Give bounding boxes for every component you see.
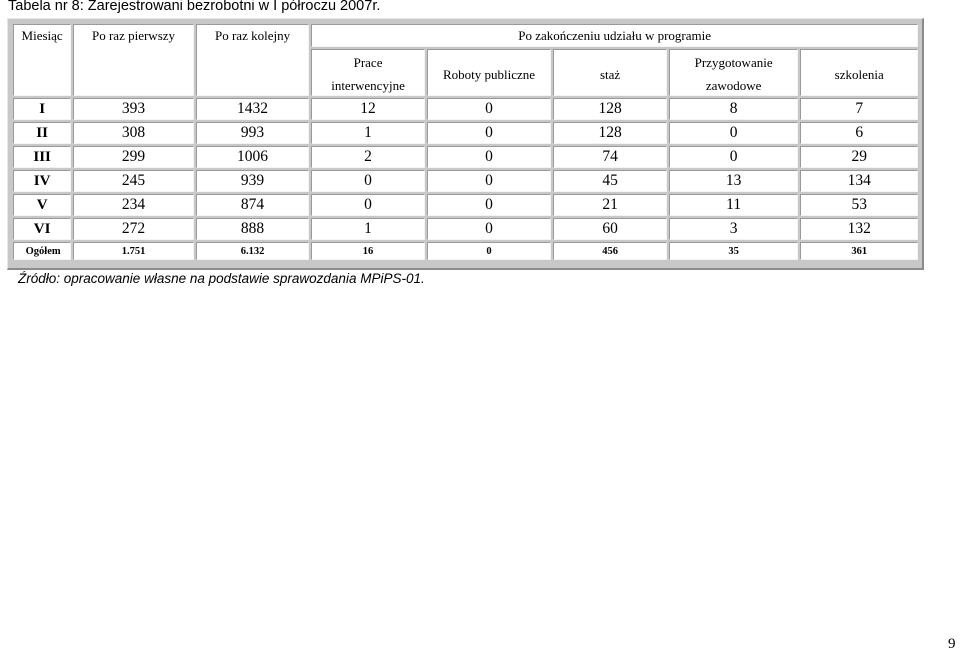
table-row (13, 218, 918, 240)
sub-header-cell (800, 49, 918, 96)
unemployed-table (11, 22, 920, 262)
table-row (13, 194, 918, 216)
table-row (13, 170, 918, 192)
table-row (13, 146, 918, 168)
total-cell: 1.751 (73, 242, 194, 260)
table-cell: 0 (669, 122, 799, 144)
table-row (13, 98, 918, 120)
header-next-time: Po raz kolejny (196, 24, 310, 96)
table-cell: 53 (800, 194, 918, 216)
table-cell: 132 (800, 218, 918, 240)
table-caption: Tabela nr 8: Zarejestrowani bezrobotni w I półroczu 2007r. (8, 0, 381, 14)
table-cell: 0 (669, 146, 799, 168)
table-cell: 272 (73, 218, 194, 240)
table-row (13, 122, 918, 144)
table-cell: 234 (73, 194, 194, 216)
row-label: III (13, 146, 71, 168)
row-label: IV (13, 170, 71, 192)
table-cell: 0 (427, 170, 552, 192)
table-cell: 308 (73, 122, 194, 144)
table-cell: 6 (800, 122, 918, 144)
table-cell: 128 (553, 122, 667, 144)
table-cell: 1 (311, 218, 425, 240)
sub-header-line: szkolenia (834, 66, 884, 82)
header-after-program: Po zakończeniu udziału w programie (311, 24, 918, 47)
table-cell: 0 (427, 122, 552, 144)
table-cell: 7 (800, 98, 918, 120)
total-cell: 361 (800, 242, 918, 260)
header-month: Miesiąc (13, 24, 71, 96)
total-cell: 0 (427, 242, 552, 260)
table-cell: 0 (427, 146, 552, 168)
row-label: II (13, 122, 71, 144)
table-cell: 888 (196, 218, 310, 240)
total-cell: 16 (311, 242, 425, 260)
table-cell: 12 (311, 98, 425, 120)
table-cell: 993 (196, 122, 310, 144)
table-cell: 1 (311, 122, 425, 144)
table-cell: 60 (553, 218, 667, 240)
table-cell: 2 (311, 146, 425, 168)
table-cell: 0 (427, 98, 552, 120)
row-label: I (13, 98, 71, 120)
row-label: VI (13, 218, 71, 240)
total-cell: 456 (553, 242, 667, 260)
table-cell: 134 (800, 170, 918, 192)
header-first-time: Po raz pierwszy (73, 24, 194, 96)
total-label: Ogółem (13, 242, 71, 260)
table-cell: 11 (669, 194, 799, 216)
table-cell: 1006 (196, 146, 310, 168)
table-cell: 939 (196, 170, 310, 192)
table-cell: 0 (427, 218, 552, 240)
table-cell: 8 (669, 98, 799, 120)
sub-header-line: Prace (353, 55, 383, 70)
source-note: Źródło: opracowanie własne na podstawie sprawozdania MPiPS-01. (18, 271, 425, 286)
table-cell: 393 (73, 98, 194, 120)
sub-header-line: Roboty publiczne (443, 66, 536, 82)
sub-header-cell (669, 49, 799, 96)
table-cell: 29 (800, 146, 918, 168)
table-cell: 0 (427, 194, 552, 216)
total-row (13, 242, 918, 260)
sub-header-line: Przygotowanie (694, 55, 773, 70)
table-cell: 1432 (196, 98, 310, 120)
sub-header-line: staż (599, 66, 621, 82)
sub-header-line: zawodowe (705, 78, 762, 93)
sub-header-cell (311, 49, 425, 96)
table-cell: 13 (669, 170, 799, 192)
page-number: 9 (948, 636, 956, 652)
total-cell: 6.132 (196, 242, 310, 260)
sub-header-cell (427, 49, 552, 96)
table-cell: 74 (553, 146, 667, 168)
sub-header-cell (553, 49, 667, 96)
table-cell: 21 (553, 194, 667, 216)
table-cell: 0 (311, 170, 425, 192)
table-cell: 128 (553, 98, 667, 120)
table-cell: 45 (553, 170, 667, 192)
row-label: V (13, 194, 71, 216)
table-cell: 245 (73, 170, 194, 192)
header-row (13, 24, 918, 47)
table-cell: 0 (311, 194, 425, 216)
sub-header-line: interwencyjne (331, 78, 405, 93)
table-cell: 874 (196, 194, 310, 216)
table-cell: 3 (669, 218, 799, 240)
table-cell: 299 (73, 146, 194, 168)
total-cell: 35 (669, 242, 799, 260)
table-frame (7, 18, 924, 270)
